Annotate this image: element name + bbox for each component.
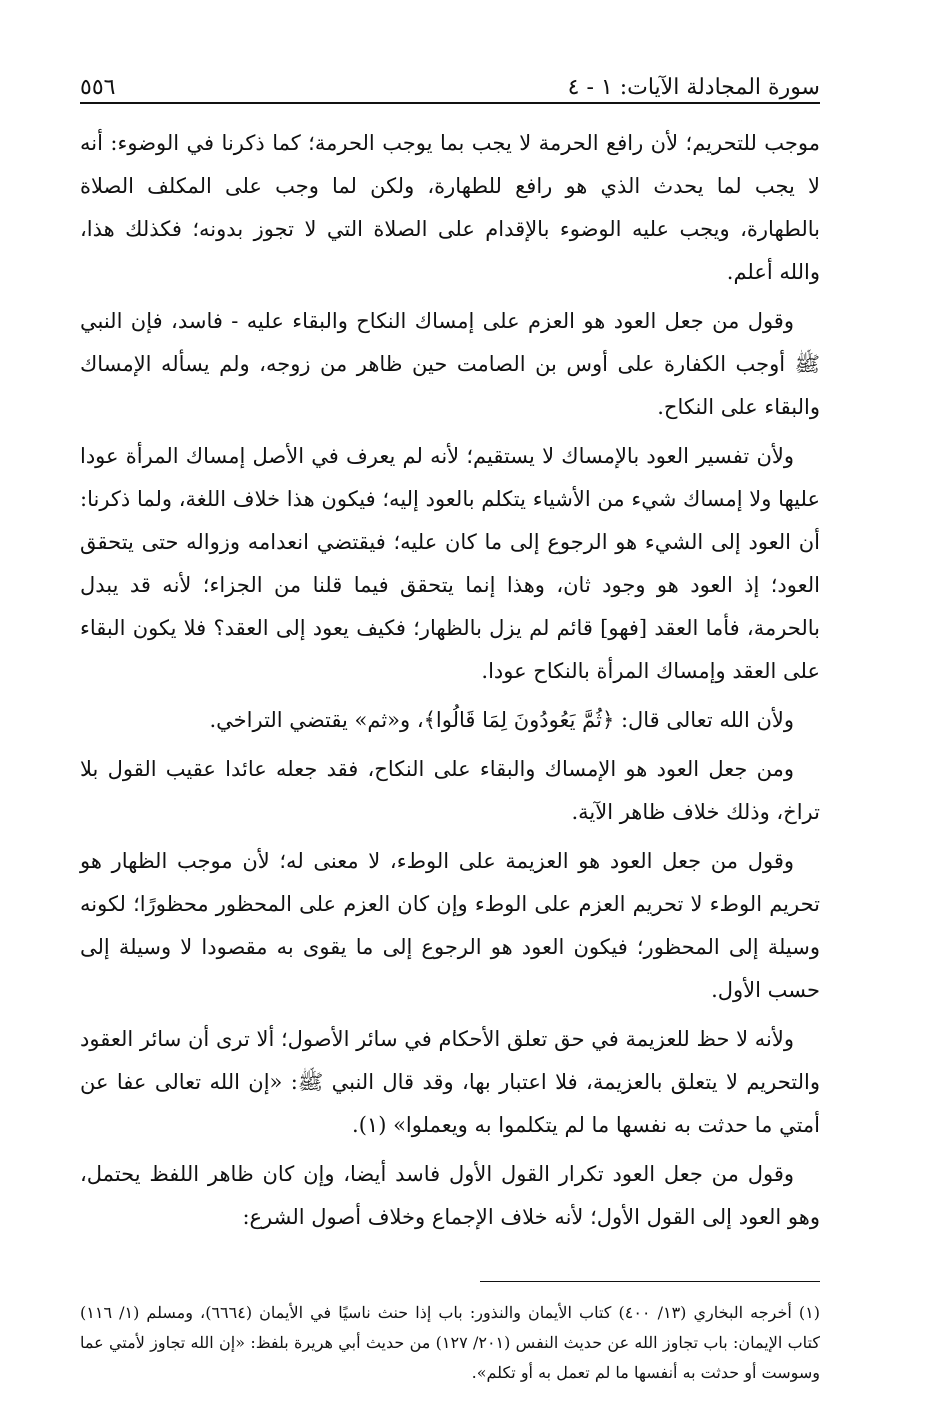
paragraph: موجب للتحريم؛ لأن رافع الحرمة لا يجب بما يوجب الحرمة؛ كما ذكرنا في الوضوء: أنه لا يجب لما يحدث الذي هو رافع للطهارة، ولكن لما وجب على المكلف الصلاة بالطهارة، ويجب عليه الوضوء بالإقدام على الصلاة التي لا تجوز بدونه؛ فكذلك هذا، والله أعلم.	[80, 131, 820, 284]
page-header	[80, 60, 820, 100]
body-text	[80, 122, 820, 1239]
header-rule	[80, 102, 820, 104]
book-page	[80, 60, 820, 1404]
page-number: ٥٥٦	[80, 75, 116, 100]
footnote-separator	[480, 1281, 820, 1282]
paragraph: وقول من جعل العود تكرار القول الأول فاسد أيضا، وإن كان ظاهر اللفظ يحتمل، وهو العود إلى القول الأول؛ لأنه خلاف الإجماع وخلاف أصول الشرع:	[80, 1162, 820, 1229]
paragraph: ولأن الله تعالى قال: ﴿ثُمَّ يَعُودُونَ لِمَا قَالُوا﴾، و«ثم» يقتضي التراخي.	[209, 708, 794, 732]
footnote: (١) أخرجه البخاري (١٣/ ٤٠٠) كتاب الأيمان والنذور: باب إذا حنث ناسيًا في الأيمان (٦٦٦٤)، ومسلم (١/ ١١٦) كتاب الإيمان: باب تجاوز الله عن حديث النفس (٢٠١/ ١٢٧) من حديث أبي هريرة بلفظ: «إن الله تجاوز لأمتي عما وسوست أو حدثت به أنفسها ما لم تعمل به أو تكلم».	[80, 1303, 820, 1382]
paragraph: ولأن تفسير العود بالإمساك لا يستقيم؛ لأنه لم يعرف في الأصل إمساك المرأة عودا عليها ولا إمساك شيء من الأشياء يتكلم بالعود إليه؛ فيكون هذا خلاف اللغة، ولما ذكرنا: أن العود إلى الشيء هو الرجوع إلى ما كان عليه؛ فيقتضي انعدامه وزواله حتى يتحقق العود؛ إذ العود هو وجود ثان، وهذا إنما يتحقق فيما قلنا من الجزاء؛ لأنه قد يبدل بالحرمة، فأما العقد [فهو] قائم لم يزل بالظهار؛ فكيف يعود إلى العقد؟ فلا يكون البقاء على العقد وإمساك المرأة بالنكاح عودا.	[80, 444, 820, 683]
running-title: سورة المجادلة الآيات: ١ - ٤	[567, 75, 820, 100]
paragraph: وقول من جعل العود هو العزيمة على الوطء، لا معنى له؛ لأن موجب الظهار هو تحريم الوطء لا تحريم العزم على الوطء وإن كان العزم على المحظور محظورًا؛ لكونه وسيلة إلى المحظور؛ فيكون العود هو الرجوع إلى ما يقوى به مقصودا لا وسيلة إلى حسب الأول.	[80, 849, 820, 1002]
paragraph: ومن جعل العود هو الإمساك والبقاء على النكاح، فقد جعله عائدا عقيب القول بلا تراخ، وذلك خلاف ظاهر الآية.	[80, 757, 820, 824]
paragraph: ولأنه لا حظ للعزيمة في حق تعلق الأحكام في سائر الأصول؛ ألا ترى أن سائر العقود والتحريم لا يتعلق بالعزيمة، فلا اعتبار بها، وقد قال النبي ﷺ: «إن الله تعالى عفا عن أمتي ما حدثت به نفسها ما لم يتكلموا به ويعملوا» (١).	[80, 1027, 820, 1137]
paragraph: وقول من جعل العود هو العزم على إمساك النكاح والبقاء عليه - فاسد، فإن النبي ﷺ أوجب الكفارة على أوس بن الصامت حين ظاهر من زوجه، ولم يسأله الإمساك والبقاء على النكاح.	[80, 309, 820, 419]
